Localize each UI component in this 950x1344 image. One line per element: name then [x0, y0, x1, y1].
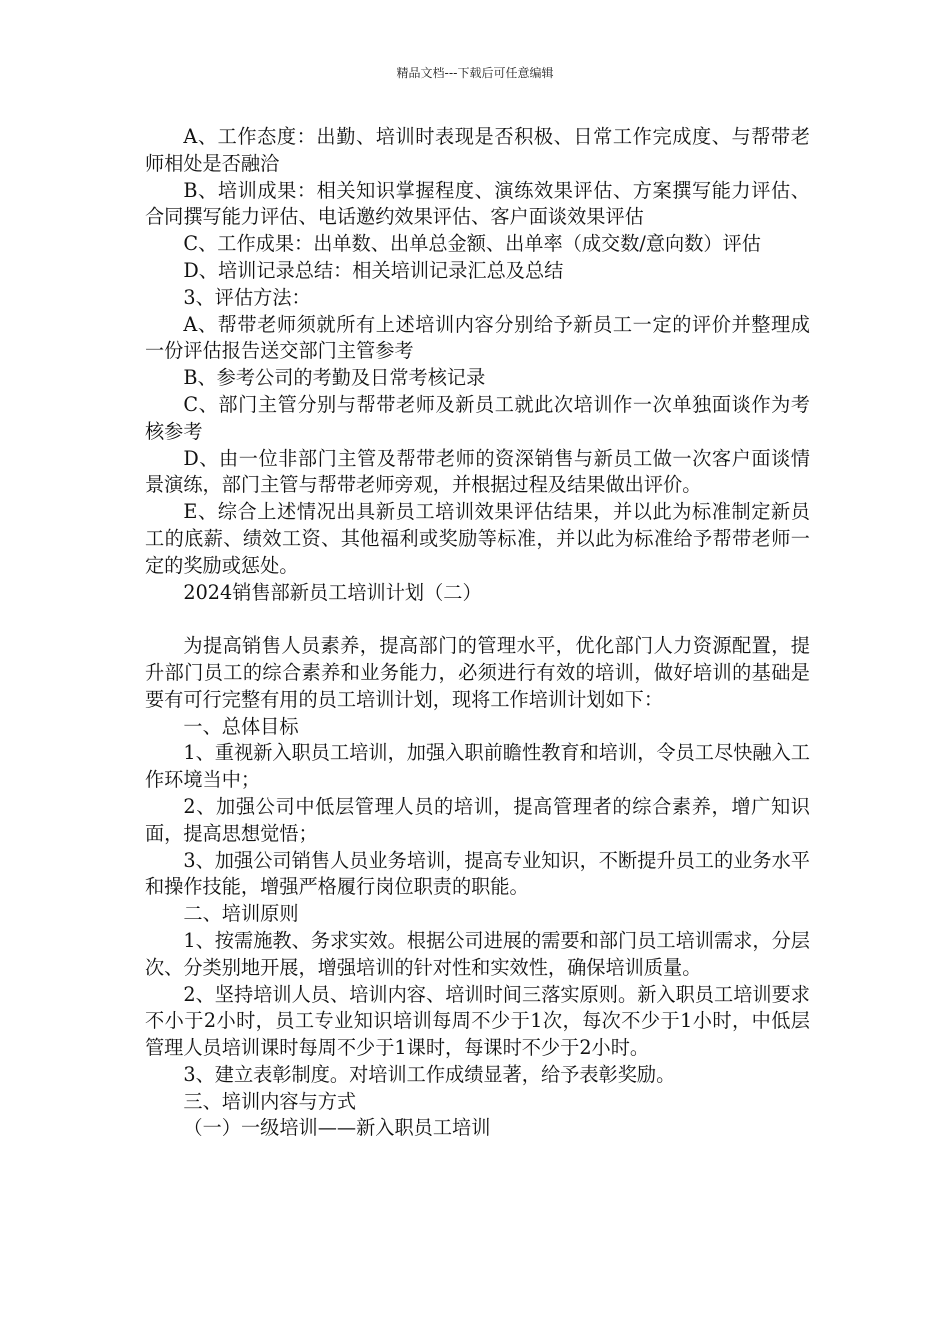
section-heading: 三、培训内容与方式 — [183, 1089, 357, 1113]
document-title: 2024销售部新员工培训计划（二） — [183, 580, 482, 604]
page-header: 精品文档---下载后可任意编辑 — [396, 66, 554, 80]
paragraph: 1、重视新入职员工培训，加强入职前瞻性教育和培训，令员工尽快融入工作环境当中； — [145, 741, 810, 792]
section-subheading: 3、评估方法： — [183, 285, 311, 309]
paragraph: E、综合上述情况出具新员工培训效果评估结果，并以此为标准制定新员工的底薪、绩效工资、其他福利或奖励等标准，并以此为标准给予帮带老师一定的奖励或惩处。 — [145, 500, 810, 577]
paragraph: A、工作态度：出勤、培训时表现是否积极、日常工作完成度、与帮带老师相处是否融洽 — [145, 125, 810, 175]
paragraph: C、部门主管分别与帮带老师及新员工就此次培训作一次单独面谈作为考核参考 — [145, 392, 810, 443]
paragraph: D、由一位非部门主管及帮带老师的资深销售与新员工做一次客户面谈情景演练，部门主管与帮带老师旁观，并根据过程及结果做出评价。 — [145, 446, 810, 497]
paragraph: A、帮带老师须就所有上述培训内容分别给予新员工一定的评价并整理成一份评估报告送交部门主管参考 — [145, 312, 810, 363]
section-heading: 一、总体目标 — [183, 714, 299, 738]
paragraph: 1、按需施教、务求实效。根据公司进展的需要和部门员工培训需求，分层次、分类别地开展，增强培训的针对性和实效性，确保培训质量。 — [145, 928, 810, 979]
paragraph: 3、建立表彰制度。对培训工作成绩显著，给予表彰奖励。 — [183, 1062, 676, 1086]
document-body — [145, 124, 810, 1142]
blank-line — [145, 606, 810, 633]
paragraph: 2、加强公司中低层管理人员的培训，提高管理者的综合素养，增广知识面，提高思想觉悟； — [145, 794, 810, 845]
paragraph: D、培训记录总结：相关培训记录汇总及总结 — [183, 258, 564, 282]
paragraph: 为提高销售人员素养，提高部门的管理水平，优化部门人力资源配置，提升部门员工的综合素养和业务能力，必须进行有效的培训，做好培训的基础是要有可行完整有用的员工培训计划，现将工作培训计划如下： — [145, 634, 810, 711]
section-heading: 二、培训原则 — [183, 902, 299, 926]
paragraph: B、培训成果：相关知识掌握程度、演练效果评估、方案撰写能力评估、合同撰写能力评估、电话邀约效果评估、客户面谈效果评估 — [145, 178, 810, 229]
paragraph: 2、坚持培训人员、培训内容、培训时间三落实原则。新入职员工培训要求不小于2小时，员工专业知识培训每周不少于1次，每次不少于1小时，中低层管理人员培训课时每周不少于1课时，每课时不少于2小时。 — [145, 982, 810, 1060]
paragraph: B、参考公司的考勤及日常考核记录 — [183, 366, 486, 390]
section-subheading: （一）一级培训——新入职员工培训 — [183, 1116, 491, 1140]
paragraph: C、工作成果：出单数、出单总金额、出单率（成交数/意向数）评估 — [183, 232, 761, 256]
paragraph: 3、加强公司销售人员业务培训，提高专业知识，不断提升员工的业务水平和操作技能，增强严格履行岗位职责的职能。 — [145, 848, 810, 899]
